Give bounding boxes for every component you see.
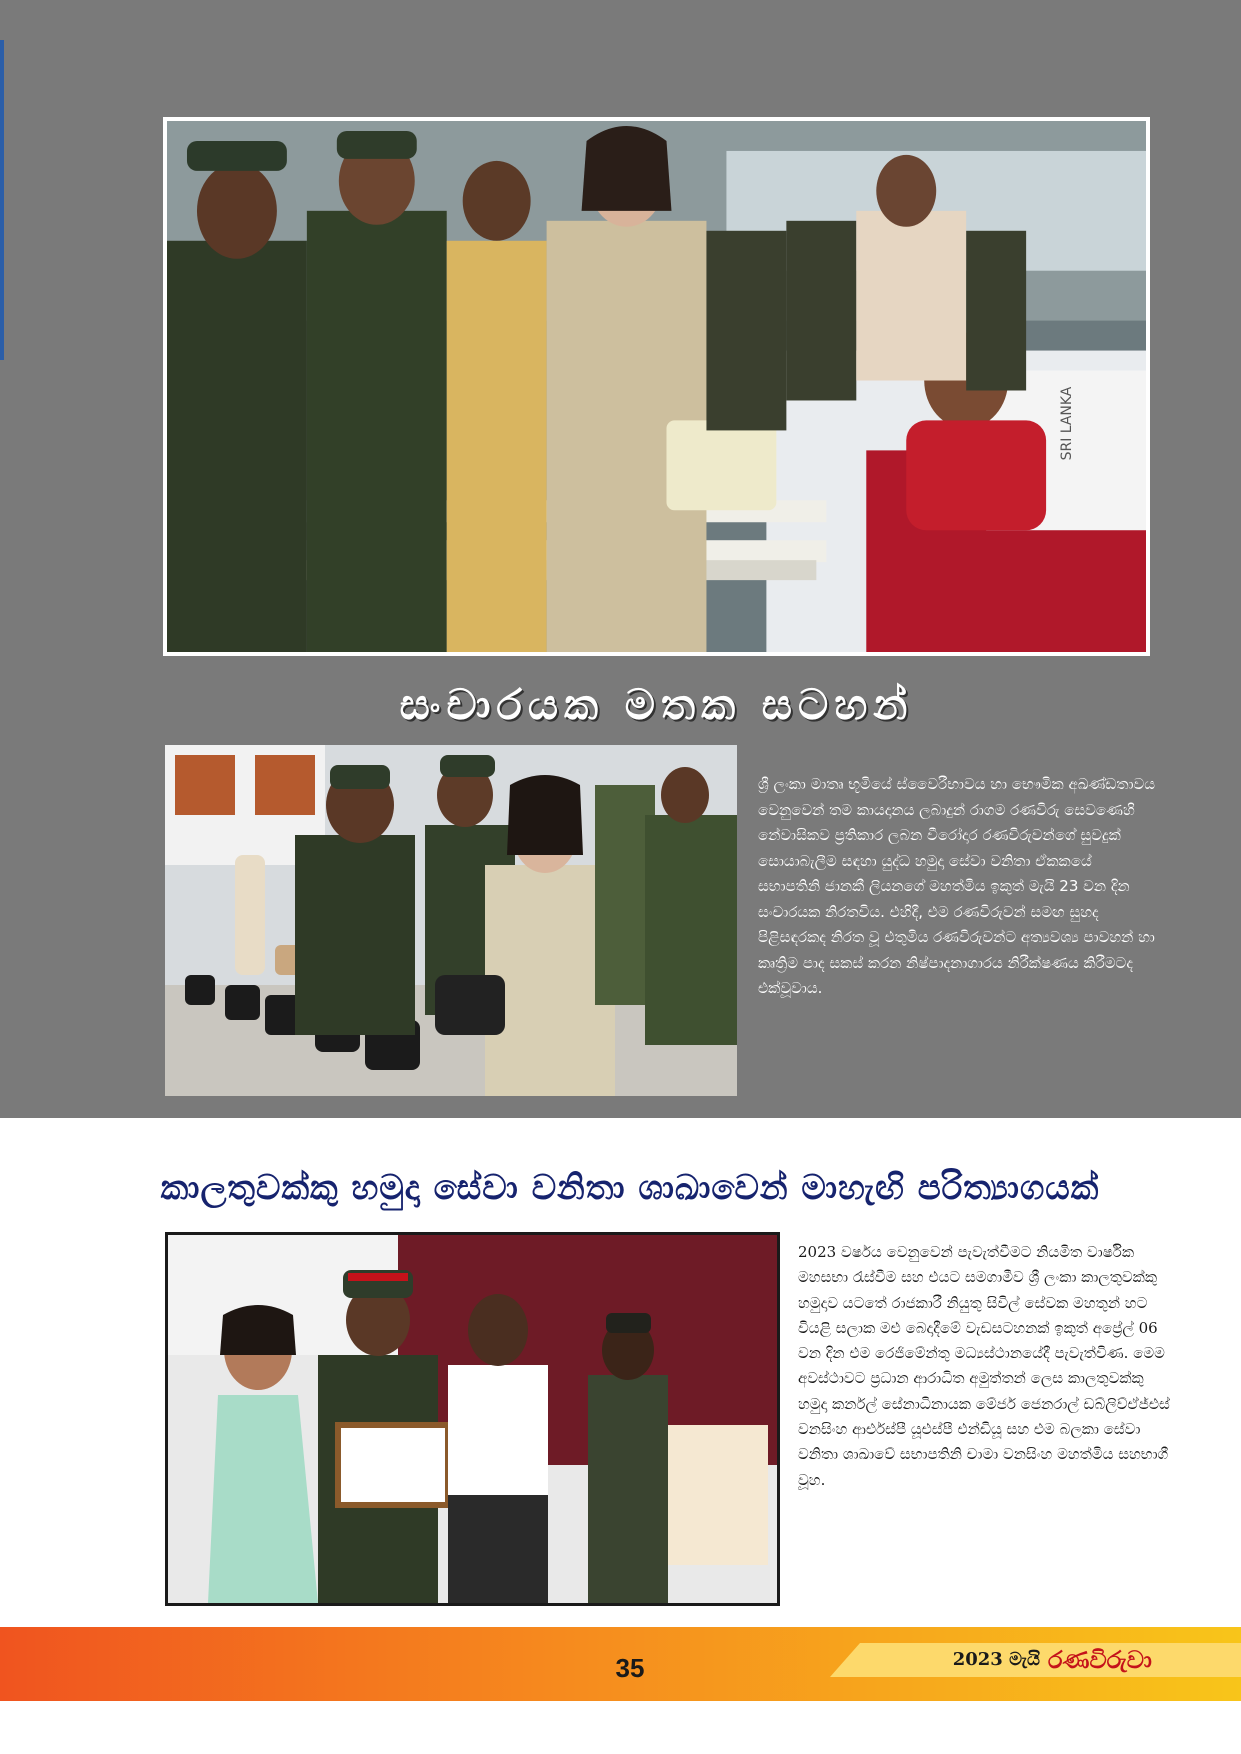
article-1-body: ශ්‍රී ලංකා මාතෘ භූමියේ ස්වෛරීභාවය හා භෞමික අඛණ්ඩතාවය වෙනුවෙන් තම කායදානය ලබාදුන් රාගම රණවිරු සෙවණෙහි නේවාසිකව ප්‍රතිකාර ලබන වීරෝදාර රණවිරුවන්ගේ සුවදුක් සොයාබැලීම සඳහා යුද්ධ හමුදා සේවා වනිතා ඒකකයේ සභාපතිනි ජානකී ලියනගේ මහත්මිය ඉකුත් මැයි 23 වන දින සංචාරයක නිරතවිය. එහිදී, එම රණවිරුවන් සමඟ සුහද පිළිසඳරකද නිරත වූ එතුමිය රණවිරුවන්ට අත්‍යවශ්‍ය පාවහන් හා කෘත්‍රිම පාද සකස් කරන නිෂ්පාදනාගාරය නිරීක්ෂණය කිරීමටද එක්වූවාය. xyxy=(758,775,1156,997)
pillow-label: SRI LANKA xyxy=(1059,386,1076,461)
hospital-visit-photo xyxy=(163,117,1150,656)
issue-date: 2023 මැයි xyxy=(952,1649,1040,1670)
magazine-logo: රණවිරුවා xyxy=(1048,1646,1152,1674)
article-2-headline: කාලතුවක්කු හමුදා සේවා වනිතා ශාඛාවෙන් මාහැඟි පරිත්‍යාගයක් xyxy=(160,1168,1100,1208)
workshop-photo xyxy=(165,745,737,1096)
page-number: 35 xyxy=(615,1653,645,1683)
article-2-body: 2023 වර්ෂය වෙනුවෙන් පැවැත්වීමට නියමිත වාර්ෂික මහසභා රැස්වීම සහ එයට සමගාමීව ශ්‍රී ලංකා කාලතුවක්කු හමුදාව යටතේ රාජකාරී නියුතු සිවිල් සේවක මහතුන් හට වියළි සලාක මළු බෙදාදීමේ වැඩසටහනක් ඉකුත් අප්‍රේල් 06 වන දින එම රෙජිමේන්තු මධ්‍යස්ථානයේදී පැවැත්විණ. මෙම අවස්ථාවට ප්‍රධාන ආරාධිත අමුත්තන් ලෙස කාලතුවක්කු හමුදා කර්නල් සේනාධිනායක මේජර් ජෙනරාල් ඩබ්ලිව්ඒජ්එස් වනසිංහ ආර්එස්පී යූඑස්පී එන්ඩියූ සහ එම බලකා සේවා වනිතා ශාඛාවේ සභාපතිනි චාමා වනසිංහ මහත්මිය සහභාගී වූහ. xyxy=(798,1243,1170,1489)
page-edge-strip xyxy=(0,40,4,360)
article-1-headline: සංචාරයක මතක සටහන් xyxy=(399,680,914,729)
donation-photo xyxy=(165,1232,780,1606)
